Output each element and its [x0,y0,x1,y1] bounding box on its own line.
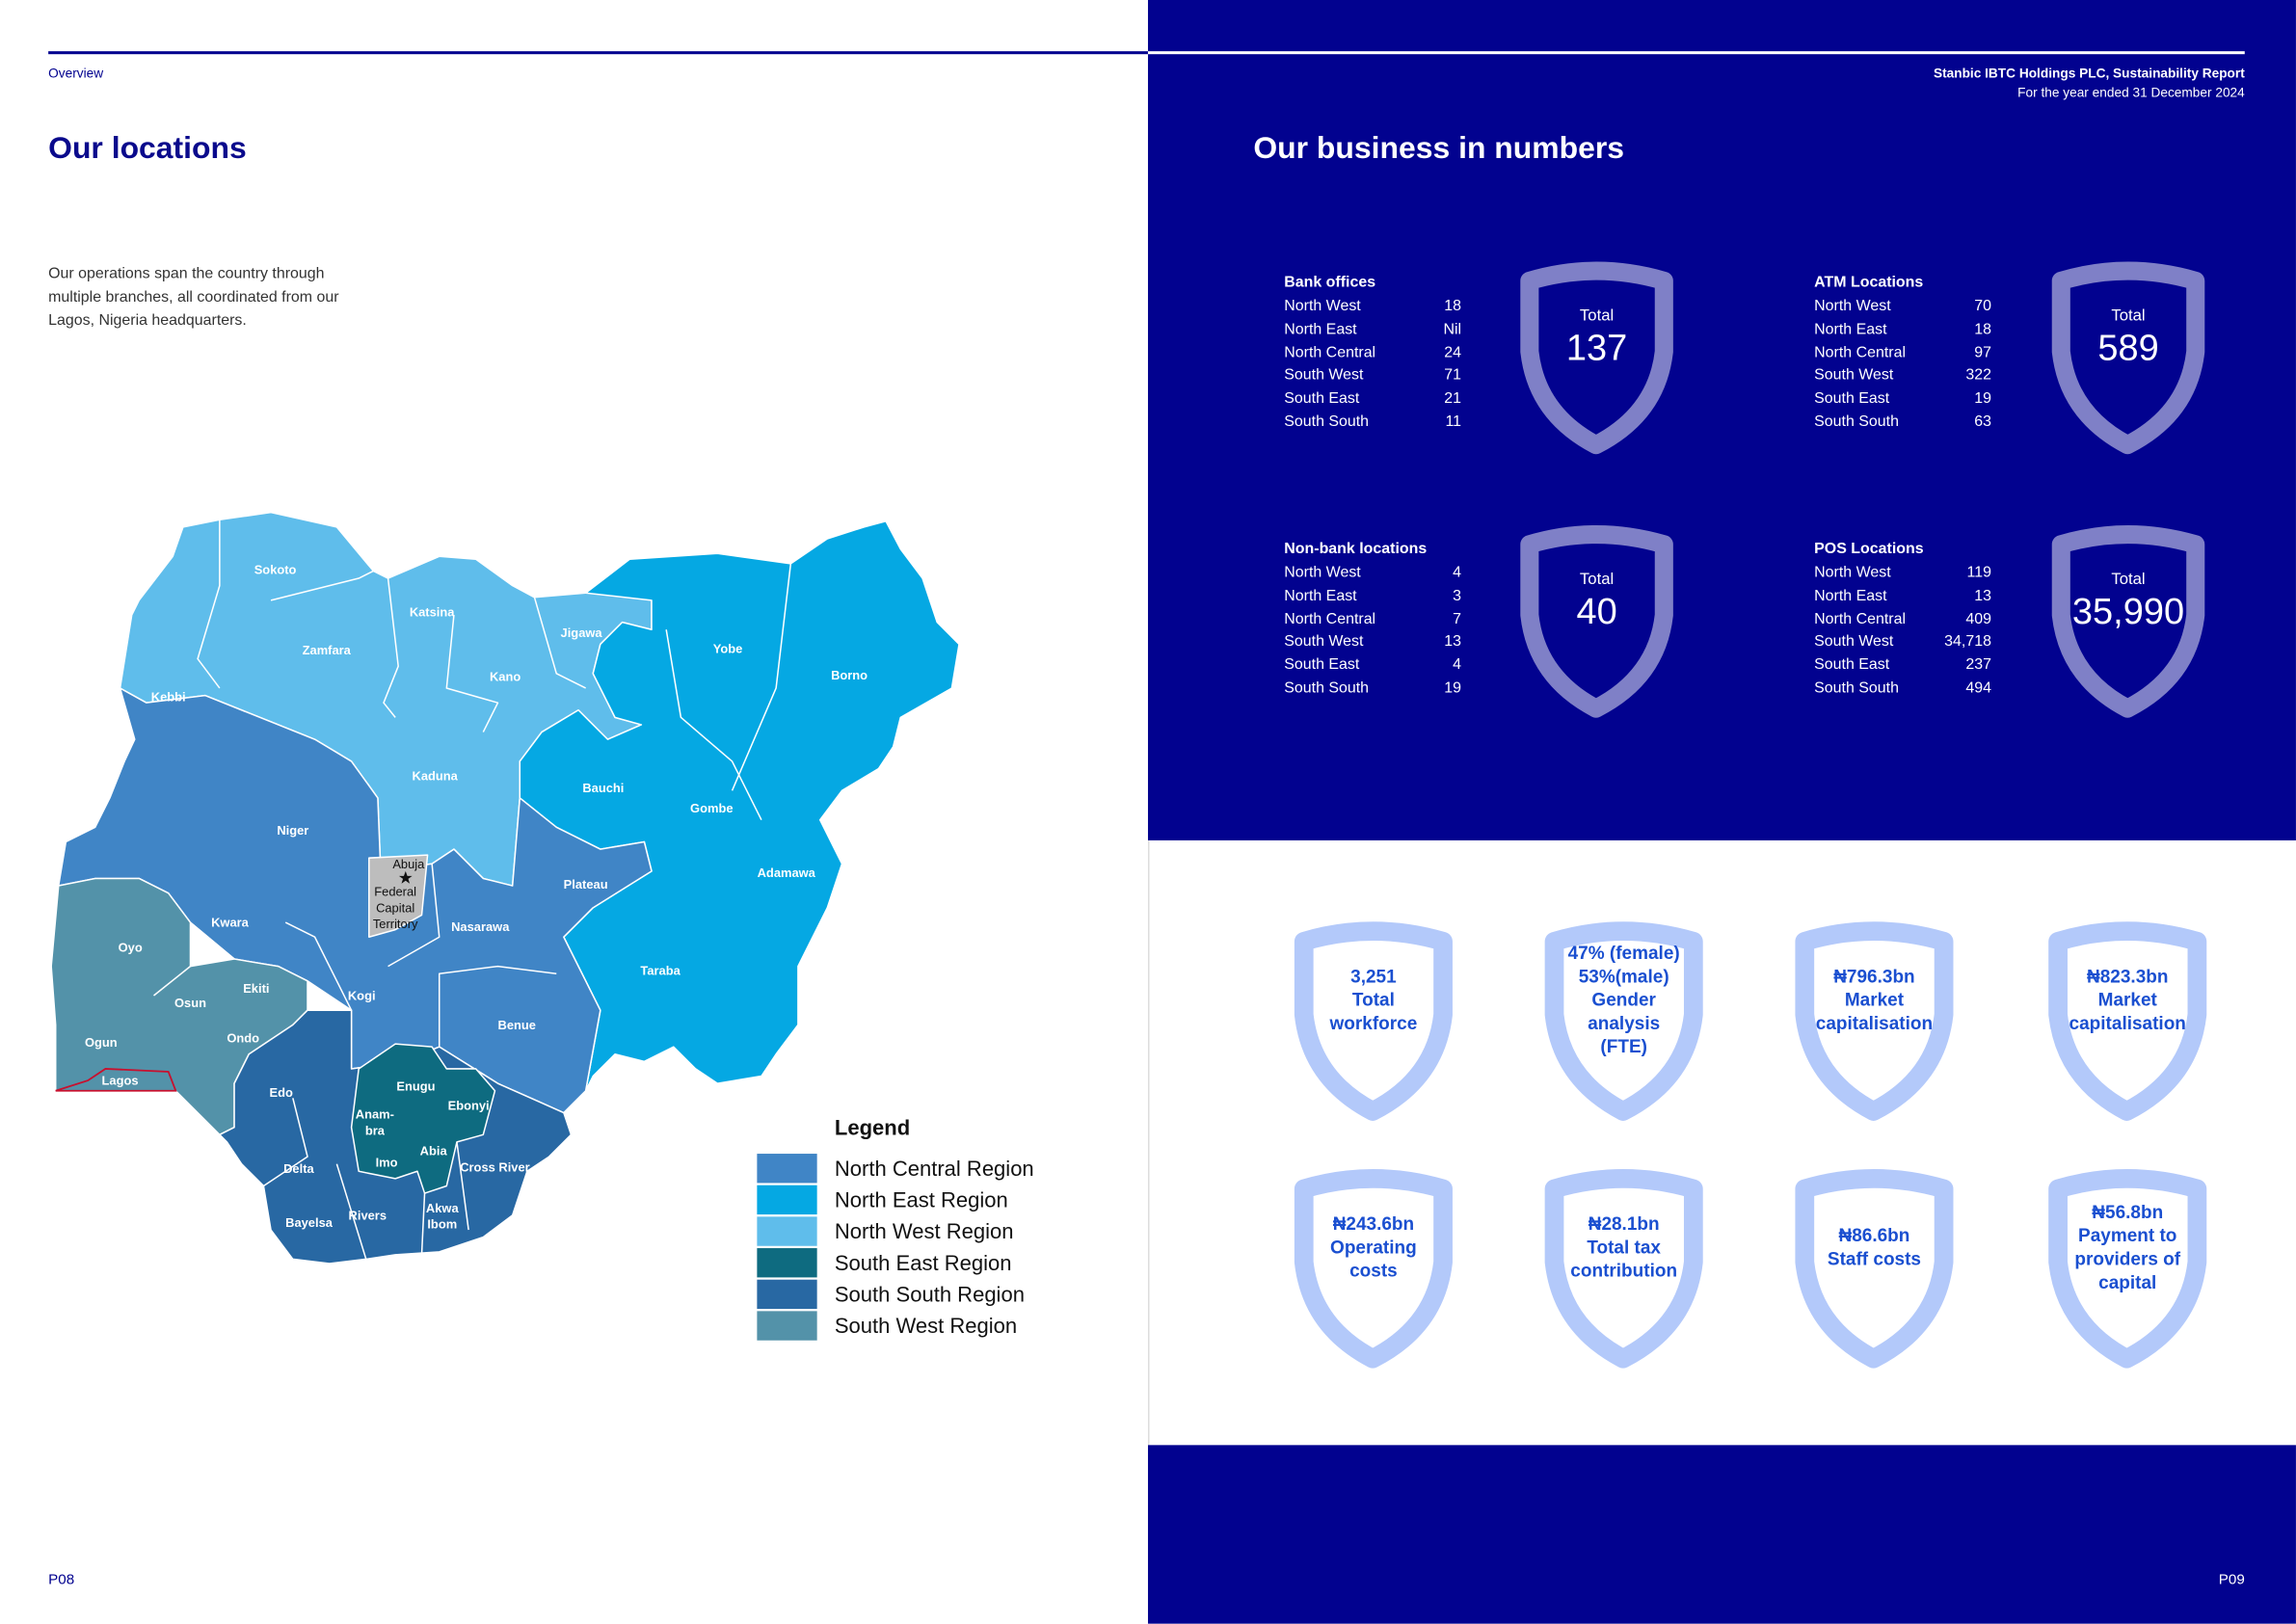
state-label: Ogun [84,1035,118,1051]
stat-region: South West [1284,366,1364,385]
report-title: Stanbic IBTC Holdings PLC, Sustainability Report [1933,66,2245,81]
stat-row [1814,656,1991,679]
kpi-line: Gender [1591,989,1656,1011]
stat-value: 63 [1974,413,1991,431]
state-label: Abia [419,1143,447,1158]
stat-row [1284,610,1461,633]
kpi-line: ₦86.6bn [1838,1225,1910,1246]
state-label: Bauchi [582,780,625,795]
kpi-line: (FTE) [1600,1036,1647,1057]
state-label: Plateau [563,877,608,892]
fct-label: Territory [372,917,418,932]
state-label: Yobe [712,641,743,656]
kpi-line: costs [1349,1260,1398,1282]
stat-row [1284,297,1461,320]
kpi-shield [1284,1167,1462,1370]
legend-label: South South Region [834,1282,1025,1307]
stat-region: North East [1284,320,1357,338]
stat-region: South South [1284,679,1370,698]
stat-region: North Central [1814,609,1907,628]
total-shield [1512,257,1681,457]
kpi-line: 53%(male) [1578,966,1669,987]
stat-value: 409 [1965,609,1991,628]
kpi-text [1546,919,1701,1080]
section-label: Overview [48,66,104,81]
stat-row [1814,413,1991,436]
stat-value: 19 [1974,389,1991,408]
total-value: 137 [1565,328,1628,369]
kpi-text [2050,919,2205,1080]
stat-row [1814,564,1991,587]
stat-value: 19 [1444,679,1462,698]
stat-row [1814,343,1991,366]
state-label: Bayelsa [285,1215,333,1231]
kpi-line: 47% (female) [1567,943,1680,964]
total-shield [1512,521,1681,721]
state-label: Kano [489,669,521,684]
legend-swatch [757,1216,816,1245]
stat-row [1284,633,1461,656]
total-shield [2044,521,2213,721]
kpi-line: ₦823.3bn [2087,966,2169,987]
kpi-text [1797,919,1952,1080]
total-label: Total [1579,571,1615,589]
stat-row [1284,366,1461,389]
kpi-line: Market [1844,989,1905,1011]
kpi-line: contribution [1570,1260,1678,1282]
kpi-line: workforce [1329,1013,1418,1034]
stat-region: South East [1814,655,1890,675]
stat-title: ATM Locations [1814,274,1924,292]
total-value: 589 [2097,328,2159,369]
stat-title: Non-bank locations [1284,540,1428,558]
stat-region: North East [1284,586,1357,605]
state-label: Sokoto [254,562,297,577]
stat-region: South West [1814,632,1894,652]
kpi-shield [1785,1167,1963,1370]
stat-value: 237 [1965,655,1991,675]
stat-value: 11 [1445,413,1462,431]
stat-value: 18 [1444,297,1462,315]
legend-title: Legend [834,1115,911,1140]
kpi-line: Payment to [2078,1225,2177,1246]
kpi-line: Operating [1330,1237,1417,1258]
stat-row [1284,320,1461,343]
state-label: Ebonyi [447,1098,490,1113]
page-number-left: P08 [48,1572,75,1589]
intro-line: Our operations span the country through [48,264,325,283]
state-label: Gombe [690,801,734,816]
fct-label: Federal [374,884,417,899]
kpi-text [1295,919,1451,1080]
stat-region: South West [1814,366,1894,385]
kpi-text [1295,1167,1451,1328]
kpi-line: capitalisation [2069,1013,2186,1034]
total-shield [2044,257,2213,457]
stat-region: South East [1284,389,1360,408]
stat-region: North Central [1814,343,1907,361]
stat-region: North West [1284,297,1361,315]
state-label: Kwara [211,915,249,930]
stat-value: 71 [1444,366,1462,385]
stat-row [1814,389,1991,413]
stat-row [1284,343,1461,366]
kpi-shield [1535,1167,1713,1370]
state-label: Edo [269,1084,293,1100]
stat-region: North East [1814,586,1887,605]
kpi-line: providers of [2074,1248,2181,1270]
kpi-text [1797,1167,1952,1328]
stat-value: 97 [1974,343,1991,361]
stat-value: 119 [1966,563,1991,582]
abuja-label: Abuja [392,856,425,871]
kpi-line: 3,251 [1350,966,1397,987]
stat-region: North Central [1284,609,1376,628]
legend-label: North Central Region [834,1156,1034,1181]
stat-value: 4 [1453,563,1462,582]
kpi-shield [1785,919,1963,1122]
legend-swatch [757,1185,816,1214]
total-label: Total [1579,307,1615,326]
state-label: Oyo [118,940,143,955]
kpi-line: Total [1351,989,1395,1011]
stat-region: South East [1814,389,1890,408]
legend-label: South West Region [834,1314,1018,1339]
stat-value: 21 [1444,389,1462,408]
kpi-line: Total tax [1587,1237,1662,1258]
legend-label: North East Region [834,1187,1008,1212]
state-label: Zamfara [302,643,351,658]
stat-value: 13 [1444,632,1462,652]
state-label: Katsina [409,604,455,620]
kpi-line: ₦243.6bn [1332,1213,1415,1235]
state-label: Benue [497,1017,536,1032]
stat-region: North West [1284,563,1361,582]
stat-row [1814,320,1991,343]
stat-row [1284,679,1461,703]
kpi-line: analysis [1588,1013,1661,1034]
state-label: Taraba [640,963,681,978]
stat-value: 13 [1974,586,1991,605]
state-label: Osun [174,996,206,1011]
total-value: 40 [1576,591,1617,633]
stat-region: South South [1284,413,1370,431]
stat-value: 34,718 [1944,632,1991,652]
stat-value: 18 [1974,320,1991,338]
stat-region: South South [1814,413,1899,431]
kpi-shield [1284,919,1462,1122]
total-label: Total [2111,307,2146,326]
stat-title: POS Locations [1814,540,1924,558]
total-value: 35,990 [2071,591,2185,633]
kpi-line: capitalisation [1815,1013,1934,1034]
intro-line: Lagos, Nigeria headquarters. [48,311,247,330]
stat-row [1814,587,1991,610]
stat-value: 3 [1453,586,1462,605]
stat-row [1814,610,1991,633]
stat-value: 494 [1965,679,1991,698]
stat-region: South West [1284,632,1364,652]
stat-row [1284,587,1461,610]
state-label: Rivers [348,1208,387,1223]
kpi-line: capital [2098,1272,2157,1293]
state-label: Ibom [427,1216,458,1232]
kpi-line: ₦56.8bn [2092,1202,2164,1223]
stat-row [1814,297,1991,320]
report-period: For the year ended 31 December 2024 [2017,85,2245,100]
stat-region: North West [1814,297,1891,315]
state-label: Kebbi [150,689,186,705]
state-label: Enugu [396,1078,436,1094]
fct-label: Capital [376,900,415,916]
stat-value: 7 [1453,609,1462,628]
kpi-line: Staff costs [1827,1248,1921,1270]
state-label: Ondo [227,1030,260,1046]
stat-region: South East [1284,655,1360,675]
state-label: Nasarawa [451,919,510,935]
stat-value: Nil [1443,320,1462,338]
state-label: Akwa [425,1200,459,1215]
stat-region: North Central [1284,343,1376,361]
page-number-right: P09 [2218,1572,2245,1589]
stat-row [1284,656,1461,679]
state-label: Lagos [101,1073,139,1088]
stat-title: Bank offices [1284,274,1376,292]
kpi-text [2050,1167,2205,1328]
state-label: bra [364,1123,385,1138]
stat-region: North East [1814,320,1887,338]
kpi-shield [2039,1167,2217,1370]
kpi-line: ₦796.3bn [1833,966,1915,987]
header-rule-right [1148,51,2245,53]
stat-value: 24 [1444,343,1462,361]
legend-swatch [757,1311,816,1340]
state-label: Delta [283,1160,314,1176]
stat-value: 322 [1965,366,1991,385]
stat-row [1814,633,1991,656]
kpi-shield [1535,919,1713,1122]
footer-band [1148,1445,2296,1623]
stat-value: 4 [1453,655,1462,675]
state-label: Cross River [460,1159,530,1175]
kpi-text [1546,1167,1701,1328]
state-label: Niger [277,822,309,838]
legend-label: South East Region [834,1250,1012,1275]
kpi-shield [2039,919,2217,1122]
stat-row [1814,679,1991,703]
stat-row [1284,413,1461,436]
stat-row [1284,564,1461,587]
kpi-line: Market [2097,989,2157,1011]
stat-region: North West [1814,563,1891,582]
state-label: Ekiti [243,980,270,996]
state-label: Kaduna [412,768,458,784]
stat-row [1814,366,1991,389]
legend-swatch [757,1248,816,1277]
page-title-numbers: Our business in numbers [1253,131,1625,166]
stat-value: 70 [1974,297,1991,315]
map-legend [757,1115,1033,1340]
legend-swatch [757,1280,816,1309]
state-label: Anam- [355,1106,394,1122]
total-label: Total [2111,571,2146,589]
kpi-line: ₦28.1bn [1588,1213,1660,1235]
state-label: Adamawa [757,865,815,880]
state-label: Kogi [347,988,376,1003]
state-label: Borno [831,667,868,682]
stat-region: South South [1814,679,1899,698]
legend-swatch [757,1154,816,1183]
stat-row [1284,389,1461,413]
page-title-locations: Our locations [48,131,247,166]
state-label: Jigawa [560,625,602,640]
state-label: Imo [375,1155,398,1170]
legend-label: North West Region [834,1219,1014,1244]
intro-line: multiple branches, all coordinated from our [48,288,339,306]
